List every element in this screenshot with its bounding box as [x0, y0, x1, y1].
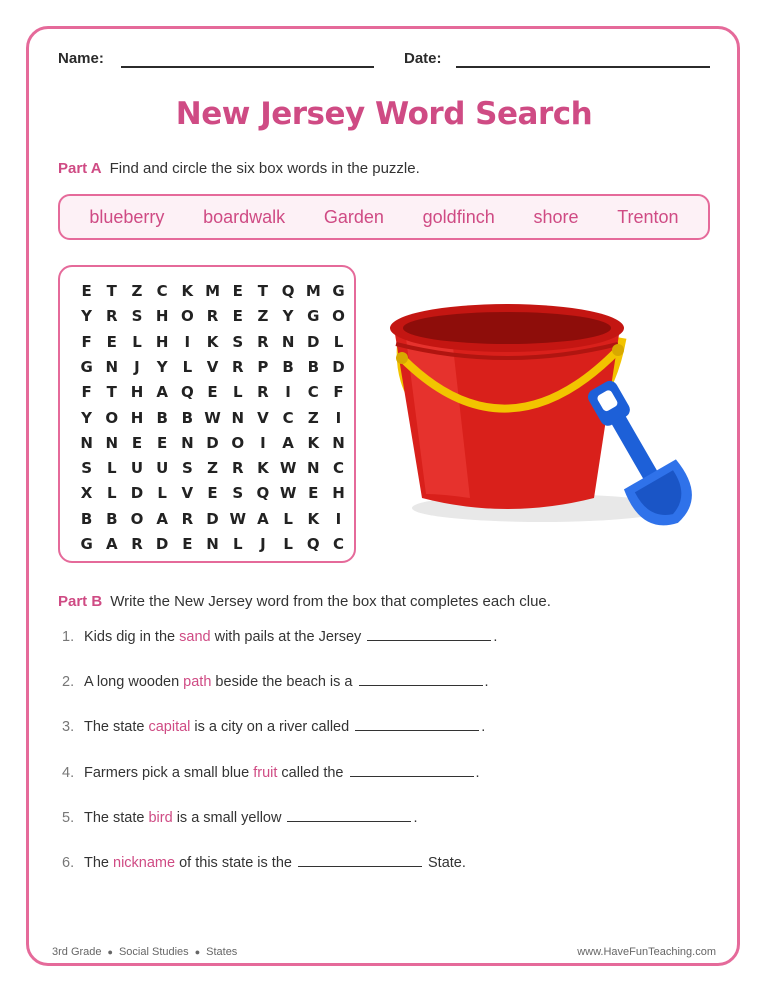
word-box-item: Trenton	[617, 206, 679, 227]
grid-letter[interactable]: L	[157, 484, 167, 503]
grid-letter[interactable]: H	[155, 332, 169, 351]
grid-letter[interactable]: N	[206, 535, 219, 553]
grid-letter[interactable]: H	[130, 408, 144, 427]
word-box-item: shore	[533, 206, 579, 227]
footer-grade: 3rd Grade	[52, 946, 102, 958]
grid-letter[interactable]: S	[131, 307, 143, 326]
grid-letter[interactable]: D	[155, 535, 169, 553]
grid-letter[interactable]: U	[130, 459, 144, 478]
grid-letter[interactable]: L	[283, 509, 293, 528]
grid-letter[interactable]: A	[105, 535, 118, 553]
clue-end: .	[484, 674, 489, 691]
footer-topic: States	[206, 946, 238, 958]
grid-letter[interactable]: I	[260, 433, 266, 452]
grid-letter[interactable]: L	[107, 459, 117, 478]
grid-letter[interactable]: I	[184, 332, 191, 351]
grid-letter[interactable]: L	[232, 535, 243, 553]
grid-letter[interactable]: R	[206, 307, 219, 326]
clue-text: Farmers pick a small blue	[84, 764, 254, 781]
grid-letter[interactable]: H	[332, 484, 345, 503]
grid-letter[interactable]: Q	[256, 484, 270, 503]
part-a-tag: Part A	[58, 160, 102, 177]
clue-keyword: fruit	[253, 764, 278, 781]
clue-keyword: bird	[148, 809, 173, 826]
clue-text: The state	[84, 809, 149, 826]
grid-letter[interactable]: C	[282, 408, 294, 427]
grid-letter[interactable]: O	[332, 307, 345, 326]
grid-letter[interactable]: I	[335, 509, 342, 528]
grid-row	[74, 304, 351, 328]
grid-letter[interactable]: R	[257, 332, 269, 351]
name-line[interactable]	[121, 66, 374, 68]
grid-letter[interactable]: S	[232, 484, 244, 503]
clue-end: .	[413, 809, 418, 826]
grid-letter[interactable]: B	[156, 408, 168, 427]
grid-letter[interactable]: V	[257, 408, 269, 427]
grid-letter[interactable]: E	[207, 383, 218, 402]
grid-letter[interactable]: B	[307, 357, 319, 376]
grid-letter[interactable]: G	[80, 535, 93, 553]
grid-row	[74, 456, 351, 480]
clue-item	[62, 628, 497, 645]
grid-letter[interactable]: Q	[281, 282, 295, 300]
grid-letter[interactable]: N	[281, 332, 295, 351]
grid-row	[74, 532, 351, 556]
grid-letter[interactable]: Y	[81, 307, 93, 326]
answer-blank[interactable]	[367, 628, 491, 641]
grid-letter[interactable]: N	[80, 433, 93, 452]
clue-end: .	[475, 764, 480, 781]
grid-letter[interactable]: E	[308, 484, 319, 503]
grid-letter[interactable]: W	[204, 408, 221, 427]
grid-letter[interactable]: L	[182, 357, 193, 376]
grid-letter[interactable]: S	[81, 459, 92, 478]
part-b-text: Write the New Jersey word from the box that completes each clue.	[110, 593, 551, 610]
clue-text: beside the beach is a	[211, 674, 357, 691]
name-label: Name:	[58, 50, 104, 67]
clue-text: with pails at the Jersey	[210, 629, 366, 645]
grid-letter[interactable]: A	[257, 509, 269, 528]
clue-number: 2.	[62, 674, 75, 691]
part-b-instruction	[58, 593, 551, 610]
grid-letter[interactable]: Z	[207, 459, 218, 478]
clue-item	[62, 718, 485, 735]
grid-letter[interactable]: J	[260, 535, 266, 553]
grid-letter[interactable]: Z	[131, 282, 143, 300]
grid-row	[74, 507, 351, 531]
grid-letter[interactable]: W	[279, 459, 297, 478]
grid-letter[interactable]: T	[106, 383, 117, 402]
word-box	[58, 194, 710, 240]
clue-text: The state	[84, 719, 149, 736]
answer-blank[interactable]	[355, 718, 479, 731]
answer-blank[interactable]	[287, 809, 411, 822]
grid-letter[interactable]: Z	[257, 307, 269, 326]
grid-letter[interactable]: I	[285, 383, 291, 402]
clue-item	[62, 764, 480, 781]
grid-letter[interactable]: Z	[307, 408, 319, 427]
grid-letter[interactable]: M	[205, 282, 220, 300]
clue-item	[62, 809, 418, 826]
grid-letter[interactable]: R	[257, 383, 269, 402]
grid-letter[interactable]: O	[130, 509, 144, 528]
grid-letter[interactable]: R	[106, 307, 118, 326]
date-line[interactable]	[456, 66, 710, 68]
grid-letter[interactable]: R	[231, 357, 244, 376]
grid-letter[interactable]: S	[232, 332, 244, 351]
word-box-item: Garden	[323, 206, 384, 227]
grid-letter[interactable]: F	[81, 383, 92, 402]
grid-letter[interactable]: F	[81, 332, 92, 351]
clue-text: is a small yellow	[172, 809, 286, 826]
grid-letter[interactable]: E	[182, 535, 193, 553]
word-search-grid[interactable]	[58, 265, 356, 563]
grid-letter[interactable]: D	[206, 509, 219, 528]
clue-keyword: path	[183, 674, 212, 691]
clue-item	[62, 854, 466, 871]
grid-letter[interactable]: B	[282, 357, 294, 376]
grid-letter[interactable]: N	[105, 357, 119, 376]
grid-letter[interactable]: O	[231, 433, 245, 452]
grid-letter[interactable]: E	[131, 433, 143, 452]
grid-letter[interactable]: N	[105, 433, 119, 452]
grid-row	[74, 279, 351, 303]
grid-letter[interactable]: A	[156, 509, 168, 528]
grid-letter[interactable]: G	[307, 307, 320, 326]
grid-letter[interactable]: O	[180, 307, 194, 326]
grid-letter[interactable]: N	[181, 433, 194, 452]
grid-letter[interactable]: D	[130, 484, 144, 503]
grid-letter[interactable]: D	[332, 357, 345, 376]
page-title: New Jersey Word Search	[175, 96, 593, 132]
clue-end: .	[481, 719, 486, 736]
grid-letter[interactable]: U	[156, 459, 169, 478]
clue-number: 6.	[62, 855, 75, 871]
grid-letter[interactable]: N	[307, 459, 320, 478]
grid-letter[interactable]: F	[333, 383, 344, 402]
grid-row	[74, 481, 351, 505]
grid-letter[interactable]: K	[206, 332, 219, 351]
grid-letter[interactable]: X	[80, 484, 93, 503]
clue-text: The	[84, 855, 114, 871]
grid-letter[interactable]: K	[181, 282, 194, 300]
grid-letter[interactable]: Y	[156, 357, 168, 376]
grid-letter[interactable]: R	[181, 509, 194, 528]
grid-letter[interactable]: J	[134, 357, 140, 376]
grid-letter[interactable]: M	[305, 282, 321, 300]
footer-website[interactable]: www.HaveFunTeaching.com	[577, 946, 716, 958]
grid-letter[interactable]: C	[156, 282, 168, 300]
grid-letter[interactable]: H	[130, 383, 144, 402]
grid-letter[interactable]: P	[257, 357, 269, 376]
grid-letter[interactable]: B	[80, 509, 93, 528]
clue-end: State.	[423, 855, 466, 871]
grid-row	[74, 406, 351, 430]
grid-letter[interactable]: E	[81, 282, 92, 300]
grid-letter[interactable]: R	[231, 459, 244, 478]
grid-letter[interactable]: W	[229, 509, 246, 528]
grid-letter[interactable]: Q	[180, 383, 194, 402]
grid-letter[interactable]: A	[156, 383, 168, 402]
grid-row	[74, 330, 351, 354]
grid-letter[interactable]: E	[232, 307, 243, 326]
grid-letter[interactable]: S	[181, 459, 193, 478]
grid-letter[interactable]: L	[333, 332, 344, 351]
grid-letter[interactable]: L	[283, 535, 293, 553]
part-a-text: Find and circle the six box words in the puzzle.	[109, 160, 420, 177]
clue-text: called the	[277, 764, 348, 781]
grid-letter[interactable]: K	[307, 433, 320, 452]
clue-keyword: nickname	[113, 855, 176, 871]
word-box-item: goldfinch	[422, 206, 495, 227]
grid-letter[interactable]: V	[206, 357, 219, 376]
grid-row	[74, 431, 351, 455]
sand-bucket-and-shovel-illustration	[382, 298, 712, 538]
grid-letter[interactable]: K	[257, 459, 269, 478]
grid-letter[interactable]: N	[332, 433, 345, 452]
grid-letter[interactable]: D	[307, 332, 320, 351]
word-box-item: boardwalk	[203, 206, 286, 227]
grid-letter[interactable]: T	[106, 282, 117, 300]
date-label: Date:	[404, 50, 442, 67]
clue-item	[62, 673, 489, 690]
part-b-tag: Part B	[58, 593, 103, 610]
clue-text: Kids dig in the	[84, 629, 180, 645]
grid-letter[interactable]: V	[181, 484, 194, 503]
answer-blank[interactable]	[350, 764, 474, 777]
answer-blank[interactable]	[359, 673, 483, 686]
clue-text: A long wooden	[84, 674, 184, 691]
grid-letter[interactable]: E	[157, 433, 168, 452]
grid-letter[interactable]: L	[132, 332, 142, 351]
answer-blank[interactable]	[298, 854, 422, 867]
grid-letter[interactable]: D	[206, 433, 219, 452]
grid-letter[interactable]: N	[231, 408, 244, 427]
grid-letter[interactable]: K	[307, 509, 320, 528]
grid-letter[interactable]: Y	[81, 408, 93, 427]
word-box-item: blueberry	[89, 206, 165, 227]
grid-letter[interactable]: L	[232, 383, 243, 402]
footer-subject: Social Studies	[118, 946, 189, 958]
grid-letter[interactable]: B	[181, 408, 194, 427]
grid-letter[interactable]: E	[106, 332, 117, 351]
grid-row	[74, 355, 351, 379]
clue-number: 3.	[62, 719, 75, 736]
grid-letter[interactable]: I	[335, 408, 342, 427]
grid-letter[interactable]: H	[155, 307, 169, 326]
clue-number: 4.	[62, 764, 75, 781]
grid-letter[interactable]: C	[332, 535, 344, 553]
clue-end: .	[493, 629, 498, 645]
clue-text: of this state is the	[175, 855, 296, 871]
grid-letter[interactable]: W	[279, 484, 297, 503]
grid-letter[interactable]: O	[105, 408, 119, 427]
grid-letter[interactable]: C	[332, 459, 344, 478]
grid-letter[interactable]: E	[207, 484, 218, 503]
grid-letter[interactable]: B	[106, 509, 118, 528]
clue-keyword: sand	[179, 629, 211, 645]
grid-letter[interactable]: T	[257, 282, 269, 300]
clue-number: 5.	[62, 809, 75, 826]
grid-letter[interactable]: Q	[306, 535, 320, 553]
clue-keyword: capital	[148, 719, 191, 736]
grid-letter[interactable]: Y	[282, 307, 294, 326]
grid-letter[interactable]: G	[80, 357, 93, 376]
grid-letter[interactable]: C	[307, 383, 319, 402]
grid-letter[interactable]: G	[332, 282, 345, 300]
part-a-instruction	[58, 160, 420, 177]
clue-number: 1.	[62, 629, 75, 645]
grid-row	[74, 380, 351, 404]
grid-letter[interactable]: L	[107, 484, 117, 503]
grid-letter[interactable]: A	[282, 433, 294, 452]
grid-letter[interactable]: E	[232, 282, 243, 300]
grid-letter[interactable]: R	[131, 535, 143, 553]
clue-text: is a city on a river called	[190, 719, 354, 736]
footer-tags: 3rd Grade ● Social Studies ● States	[52, 946, 238, 958]
